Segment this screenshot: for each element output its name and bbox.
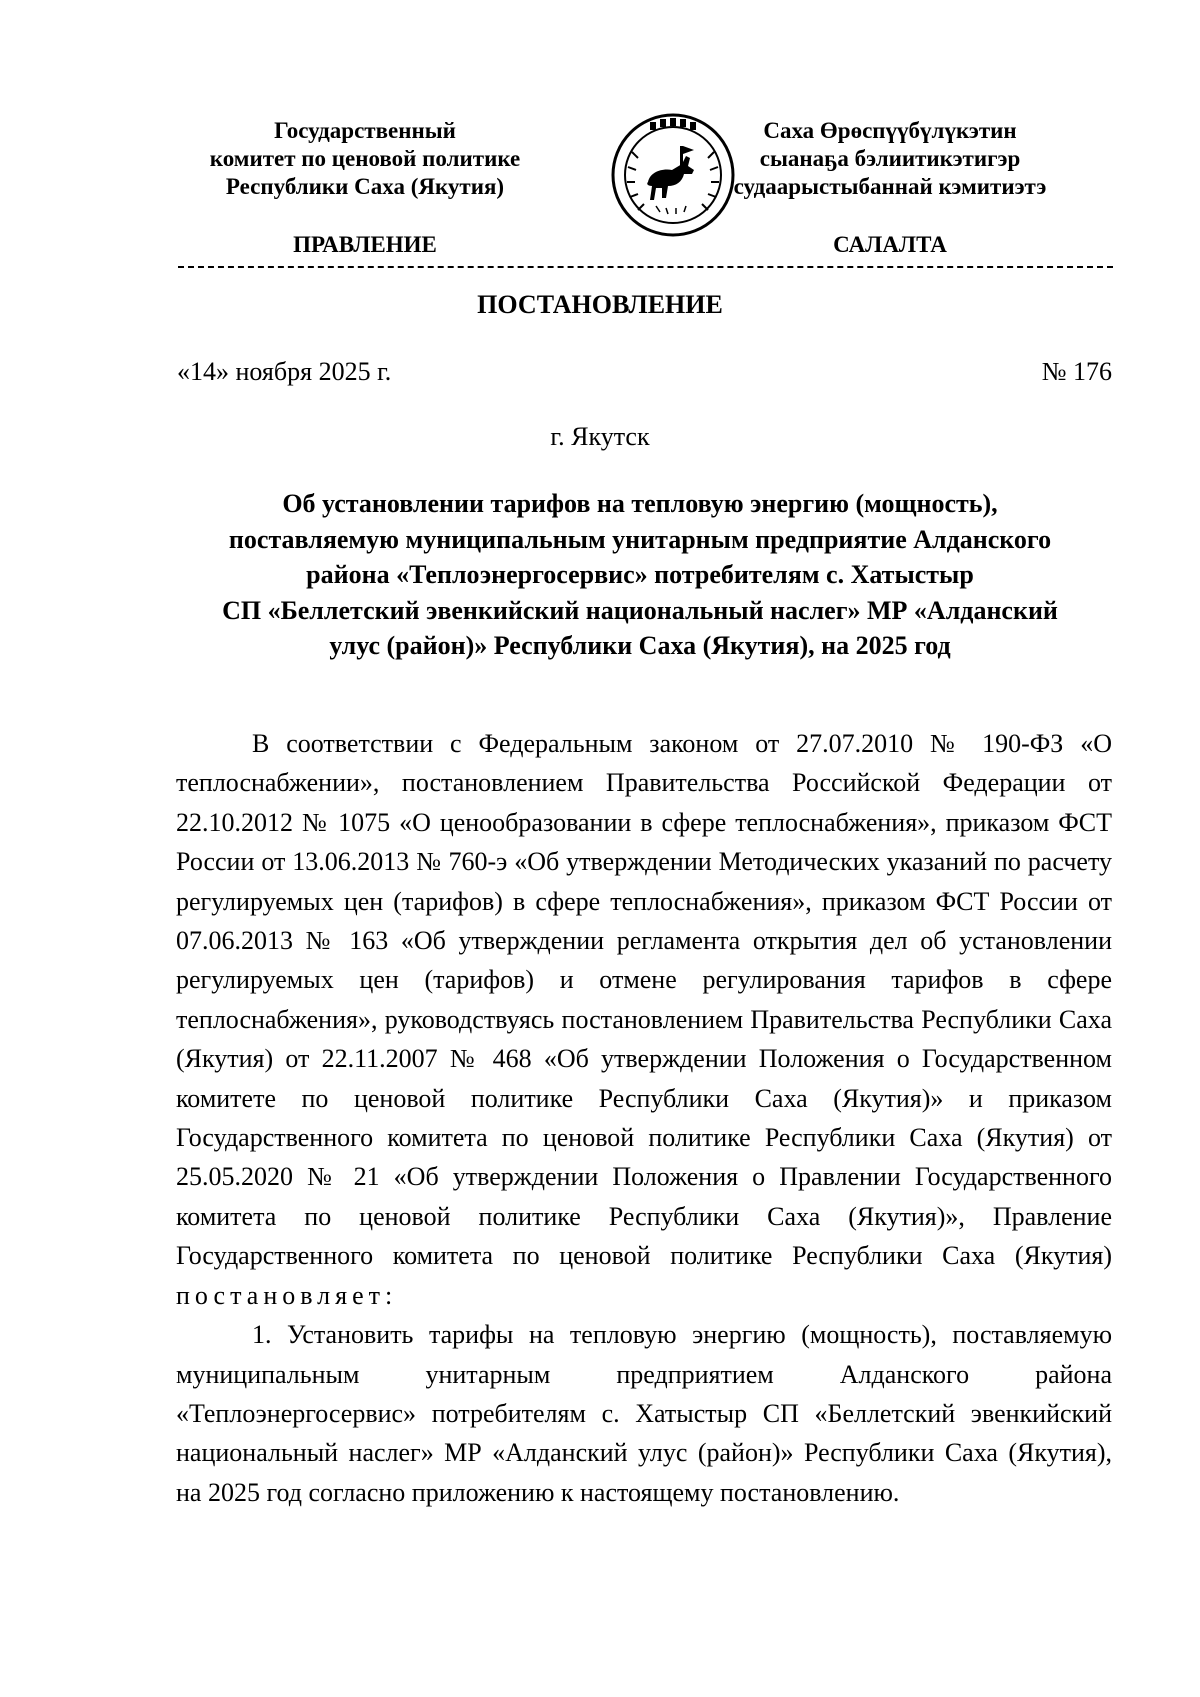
document-number: № 176	[1041, 357, 1112, 386]
document-date: «14» ноября 2025 г.	[177, 357, 392, 386]
preamble-text: В соответствии с Федеральным законом от 27.07.2010 № 190-ФЗ «О теплоснабжении», постановлением Правительства Российской Федерации от 22.10.2012 № 1075 «О ценообразовании в сфере теплоснабжения», приказом ФСТ России от 13.06.2013 № 760-э «Об утверждении Методических указаний по расчету регулируемых цен (тарифов) в сфере теплоснабжения», приказом ФСТ России от 07.06.2013 № 163 «Об утверждении регламента открытия дел об установлении регулируемых цен (тарифов) и отмене регулирования тарифов в сфере теплоснабжения», руководствуясь постановлением Правительства Республики Саха (Якутия) от 22.11.2007 № 468 «Об утверждении Положения о Государственном комитете по ценовой политике Республики Саха (Якутия)» и приказом Государственного комитета по ценовой политике Республики Саха (Якутия) от 25.05.2020 № 21 «Об утверждении Положения о Правлении Государственного комитета по ценовой политике Республики Саха (Якутия)», Правление Государственного комитета по ценовой политике Республики Саха (Якутия)	[176, 729, 1112, 1271]
board-label-yakut: САЛАЛТА	[833, 232, 947, 257]
title-line: СП «Беллетский эвенкийский национальный наслег» МР «Алданский	[222, 595, 1058, 625]
document-city: г. Якутск	[550, 422, 650, 451]
title-line: поставляемую муниципальным унитарным предприятие Алданского	[228, 524, 1052, 554]
clause-1-paragraph: 1. Установить тарифы на тепловую энергию (мощность), поставляемую муниципальным унитарным предприятием Алданского района «Теплоэнергосервис» потребителям с. Хатыстыр СП «Беллетский эвенкийский национальный наслег» МР «Алданский улус (район)» Республики Саха (Якутия), на 2025 год согласно приложению к настоящему постановлению.	[176, 1320, 1112, 1507]
issuer-line: Саха Өрөспүүбүлүкэтин	[763, 118, 1017, 143]
board-label-russian: ПРАВЛЕНИЕ	[293, 232, 437, 257]
issuer-name-yakut	[730, 117, 1050, 201]
document-body	[176, 724, 1112, 1512]
issuer-line: сыанаҕа бэлиитикэтигэр	[759, 146, 1021, 171]
title-line: улус (район)» Республики Саха (Якутия), на 2025 год	[329, 631, 951, 660]
title-line: района «Теплоэнергосервис» потребителям с. Хатыстыр	[306, 560, 974, 589]
coat-of-arms-icon	[610, 112, 736, 238]
issuer-line: Республики Саха (Якутия)	[225, 174, 505, 199]
resolution-keyword: постановляет:	[176, 1280, 398, 1310]
issuer-line: судаарыстыбаннай кэмитиэтэ	[733, 174, 1047, 199]
issuer-line: Государственный	[274, 118, 456, 143]
preamble-paragraph	[176, 724, 1112, 1315]
issuer-line: комитет по ценовой политике	[209, 146, 521, 171]
title-line: Об установлении тарифов на тепловую энергию (мощность),	[282, 489, 998, 518]
header-divider	[178, 266, 1113, 268]
document-title	[170, 486, 1110, 664]
issuer-name-russian	[195, 117, 535, 201]
document-type: ПОСТАНОВЛЕНИЕ	[477, 290, 723, 319]
